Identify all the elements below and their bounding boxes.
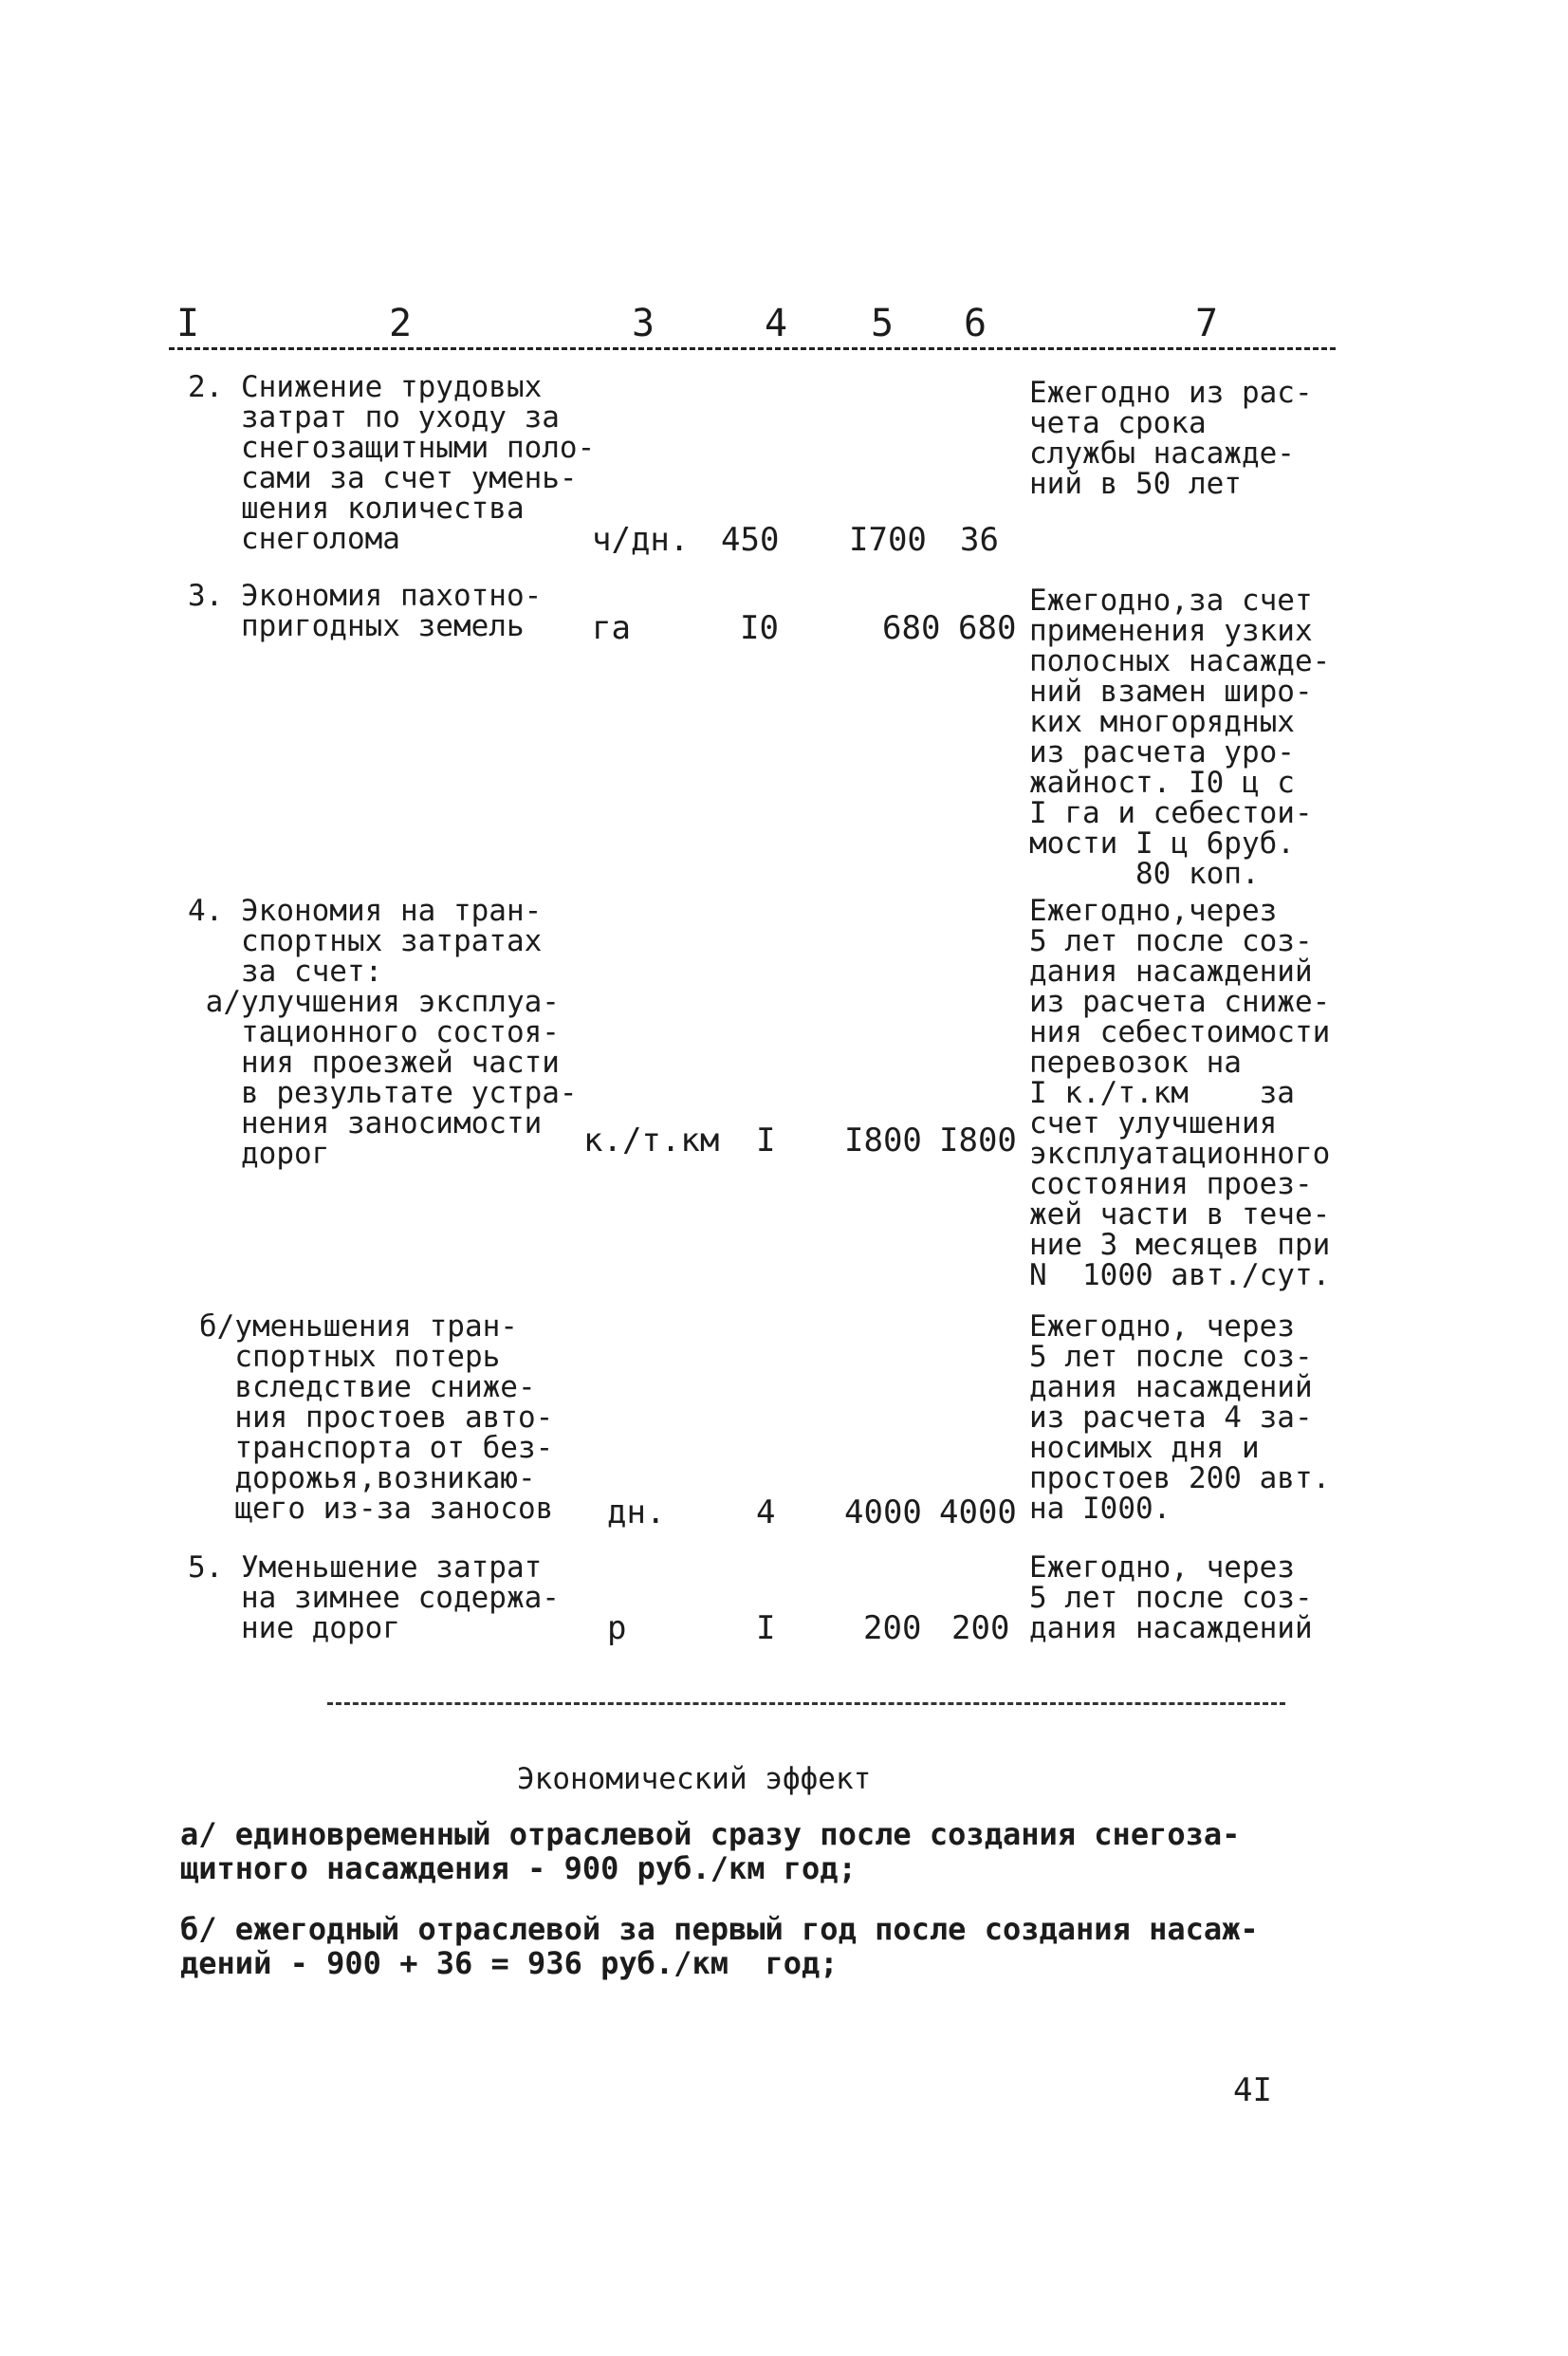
row-5-col4: I (756, 1609, 776, 1647)
row-4-unit: к./т.км (583, 1122, 720, 1159)
row-2-description: 2. Снижение трудовых затрат по уходу за снегозащитными поло- сами за счет умень- шения количества снеголома (188, 370, 596, 556)
row-2-unit: ч/дн. (592, 521, 690, 559)
row-3-note: Ежегодно,за счет применения узких полосных насажде- ний взамен широ- ких многорядных из расчета уро- жайност. I0 ц с I га и себестои- мости I ц 6руб. 80 коп. (1029, 584, 1331, 891)
row-2-col6: 36 (960, 521, 999, 559)
column-number-6: 6 (964, 302, 989, 345)
header-rule (169, 347, 1336, 350)
section-separator (327, 1702, 1285, 1705)
row-5-unit: р (607, 1609, 627, 1647)
row-4b-description: б/уменьшения тран- спортных потерь вследствие сниже- ния простоев авто- транспорта от без- дорожья,возникаю- щего из-за заносов (199, 1309, 554, 1526)
row-3-col4: I0 (740, 609, 779, 647)
column-number-4: 4 (765, 302, 790, 345)
row-5-col5: 200 (863, 1609, 922, 1647)
row-5-description: 5. Уменьшение затрат на зимнее содержа- ние дорог (188, 1550, 560, 1645)
row-4b-col5: 4000 (844, 1493, 922, 1531)
row-4-description: 4. Экономия на тран- спортных затратах за счет: а/улучшения эксплуа- тационного состоя- ния проезжей части в результате устра- нения заносимости дорог (188, 894, 578, 1171)
row-2-col4: 450 (721, 521, 780, 559)
row-5-note: Ежегодно, через 5 лет после соз- дания насаждений (1029, 1550, 1313, 1645)
section-heading: Экономический эффект (517, 1762, 872, 1796)
row-4b-unit: дн. (607, 1493, 666, 1531)
row-4b-col6: 4000 (939, 1493, 1017, 1531)
page-number: 4I (1233, 2071, 1272, 2109)
row-4-note: Ежегодно,через 5 лет после соз- дания насаждений из расчета сниже- ния себестоимости перевозок на I к./т.км за счет улучшения эксплуатационного состояния проез- жей части в тече- ние 3 месяцев при N 1000 авт./сут. (1029, 894, 1331, 1292)
effect-paragraph-b: б/ ежегодный отраслевой за первый год после создания насаж- дений - 900 + 36 = 936 руб./км год; (180, 1911, 1259, 1981)
row-3-unit: га (592, 609, 631, 647)
row-3-description: 3. Экономия пахотно- пригодных земель (188, 579, 543, 643)
effect-paragraph-a: а/ единовременный отраслевой сразу после создания снегоза- щитного насаждения - 900 руб./км год; (180, 1816, 1241, 1886)
column-number-3: 3 (632, 302, 657, 345)
row-4-col5: I800 (844, 1122, 922, 1159)
row-2-col5: I700 (849, 521, 927, 559)
row-3-col5: 680 (882, 609, 941, 647)
row-5-col6: 200 (951, 1609, 1010, 1647)
row-4b-col4: 4 (756, 1493, 776, 1531)
column-number-5: 5 (871, 302, 896, 345)
row-4-col4: I (756, 1122, 776, 1159)
row-3-col6: 680 (958, 609, 1017, 647)
row-4-col6: I800 (939, 1122, 1017, 1159)
column-number-2: 2 (389, 302, 415, 345)
column-number-1: I (176, 302, 202, 345)
table-column-header (169, 302, 1336, 349)
column-number-7: 7 (1195, 302, 1221, 345)
row-4b-note: Ежегодно, через 5 лет после соз- дания насаждений из расчета 4 за- носимых дня и простоев 200 авт. на I000. (1029, 1309, 1331, 1526)
row-2-note: Ежегодно из рас- чета срока службы насажде- ний в 50 лет (1029, 376, 1313, 501)
